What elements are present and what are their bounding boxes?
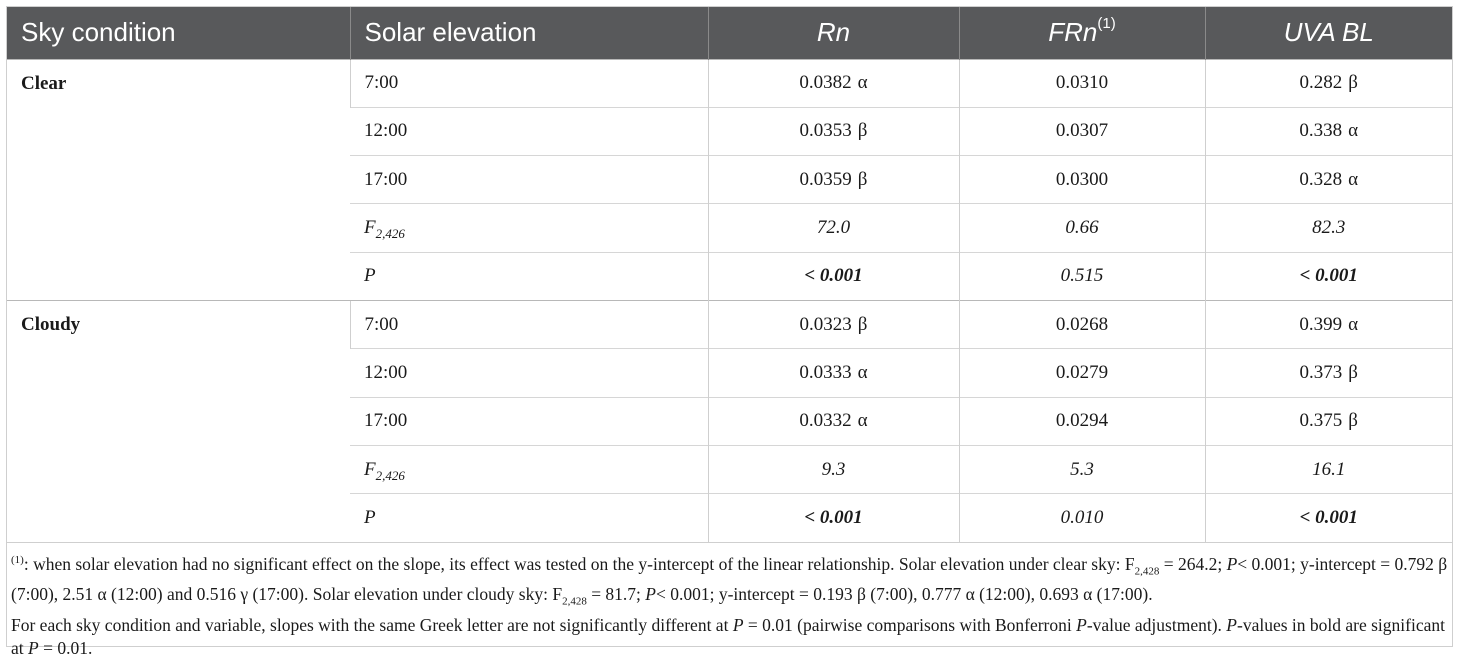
rn-value: 0.0359	[799, 168, 852, 190]
uva-letter: α	[1348, 313, 1359, 335]
sky-condition-cell: Cloudy	[7, 300, 350, 541]
rn-cell	[708, 349, 959, 397]
frn-cell: 0.0279	[959, 349, 1205, 397]
f-statistic-label	[350, 204, 708, 252]
rn-cell	[708, 397, 959, 445]
uva-cell	[1205, 156, 1452, 204]
frn-p-cell: 0.010	[959, 494, 1205, 542]
frn-cell: 0.0294	[959, 397, 1205, 445]
table-footnotes	[7, 542, 1452, 660]
footnote-text: -value adjustment).	[1086, 614, 1227, 635]
footnote-1-mark: (1)	[11, 553, 24, 566]
uva-p-cell: < 0.001	[1205, 252, 1452, 300]
header-frn	[959, 7, 1205, 59]
uva-value: 0.373	[1299, 361, 1343, 383]
footnote-p: P	[28, 637, 39, 658]
rn-cell	[708, 59, 959, 107]
sky-condition-cell: Clear	[7, 59, 350, 300]
uva-letter: β	[1348, 72, 1358, 94]
solar-elevation-cell: 17:00	[350, 397, 708, 445]
table-row	[7, 300, 1452, 348]
header-frn-label: FRn	[1048, 17, 1098, 48]
frn-cell: 0.0310	[959, 59, 1205, 107]
rn-value: 0.0353	[799, 120, 852, 142]
footnote-text: -values in bold are significant at	[11, 614, 1445, 658]
header-sky-condition: Sky condition	[21, 17, 176, 48]
rn-p-cell: < 0.001	[708, 252, 959, 300]
f-subscript: 2,426	[375, 467, 405, 483]
table-frame	[6, 6, 1453, 658]
solar-elevation-cell: 7:00	[350, 59, 708, 107]
uva-f-cell: 16.1	[1205, 445, 1452, 493]
frn-f-cell: 0.66	[959, 204, 1205, 252]
rn-letter: α	[857, 410, 868, 432]
rn-f-cell: 72.0	[708, 204, 959, 252]
frn-cell: 0.0307	[959, 107, 1205, 155]
rn-letter: β	[857, 168, 868, 190]
footnote-p: P	[645, 584, 656, 605]
header-uva-bl: UVA BL	[1205, 7, 1452, 59]
footnote-subscript: 2,428	[562, 595, 587, 608]
uva-letter: α	[1348, 120, 1359, 142]
header-frn-footnote-mark: (1)	[1097, 14, 1116, 32]
f-subscript: 2,426	[375, 226, 405, 242]
p-value-label: P	[350, 252, 708, 300]
rn-cell	[708, 156, 959, 204]
uva-value: 0.375	[1299, 410, 1343, 432]
rn-letter: β	[857, 313, 868, 335]
uva-letter: β	[1348, 361, 1358, 383]
rn-cell	[708, 107, 959, 155]
uva-p-cell: < 0.001	[1205, 494, 1452, 542]
solar-elevation-cell: 12:00	[350, 107, 708, 155]
footnote-text: < 0.001; y-intercept = 0.193 β (7:00), 0.777 α (12:00), 0.693 α (17:00).	[656, 584, 1153, 605]
rn-letter: α	[857, 361, 868, 383]
f-label: F	[364, 458, 376, 480]
uva-cell	[1205, 300, 1452, 348]
rn-p-cell: < 0.001	[708, 494, 959, 542]
rn-f-cell: 9.3	[708, 445, 959, 493]
rn-value: 0.0333	[799, 361, 852, 383]
header-row	[7, 7, 1452, 59]
solar-elevation-cell: 7:00	[350, 300, 708, 348]
uva-cell	[1205, 107, 1452, 155]
footnote-text: = 264.2;	[1159, 553, 1227, 574]
frn-cell: 0.0268	[959, 300, 1205, 348]
header-solar-elevation: Solar elevation	[350, 7, 708, 59]
footnote-p: P	[1076, 614, 1087, 635]
frn-f-cell: 5.3	[959, 445, 1205, 493]
footnote-text: = 0.01 (pairwise comparisons with Bonferroni	[743, 614, 1077, 635]
uva-value: 0.338	[1299, 120, 1343, 142]
results-table	[7, 7, 1452, 542]
footnote-p: P	[732, 614, 744, 635]
rn-value: 0.0323	[799, 313, 852, 335]
footnote-text: : when solar elevation had no significant effect on the slope, its effect was tested on the y-intercept of the linear relationship. Solar elevation under clear sky: F	[23, 553, 1135, 574]
rn-value: 0.0332	[799, 410, 852, 432]
table-row	[7, 59, 1452, 107]
rn-letter: β	[857, 120, 868, 142]
rn-value: 0.0382	[799, 72, 852, 94]
uva-f-cell: 82.3	[1205, 204, 1452, 252]
uva-value: 0.328	[1299, 168, 1343, 190]
uva-cell	[1205, 349, 1452, 397]
uva-cell	[1205, 59, 1452, 107]
uva-value: 0.399	[1299, 313, 1343, 335]
footnote-2	[11, 614, 1448, 660]
footnote-subscript: 2,428	[1134, 565, 1160, 578]
header-rn: Rn	[708, 7, 959, 59]
frn-cell: 0.0300	[959, 156, 1205, 204]
f-statistic-label	[350, 445, 708, 493]
rn-cell	[708, 300, 959, 348]
solar-elevation-cell: 17:00	[350, 156, 708, 204]
solar-elevation-cell: 12:00	[350, 349, 708, 397]
footnote-text: = 0.01.	[38, 637, 93, 658]
uva-letter: α	[1348, 168, 1359, 190]
uva-value: 0.282	[1299, 72, 1343, 94]
p-value-label: P	[350, 494, 708, 542]
uva-letter: β	[1348, 410, 1358, 432]
footnote-1	[11, 549, 1448, 614]
uva-cell	[1205, 397, 1452, 445]
footnote-text: < 0.001; y-intercept = 0.792 β (7:00), 2.51 α (12:00) and 0.516 γ (17:00). Solar elevation under cloudy sky: F	[11, 553, 1448, 605]
rn-letter: α	[857, 72, 868, 94]
frn-p-cell: 0.515	[959, 252, 1205, 300]
footnote-text: For each sky condition and variable, slopes with the same Greek letter are not significantly different at	[11, 614, 733, 635]
f-label: F	[364, 217, 376, 239]
footnote-p: P	[1226, 553, 1238, 574]
footnote-text: = 81.7;	[586, 584, 646, 605]
footnote-p: P	[1226, 614, 1237, 635]
